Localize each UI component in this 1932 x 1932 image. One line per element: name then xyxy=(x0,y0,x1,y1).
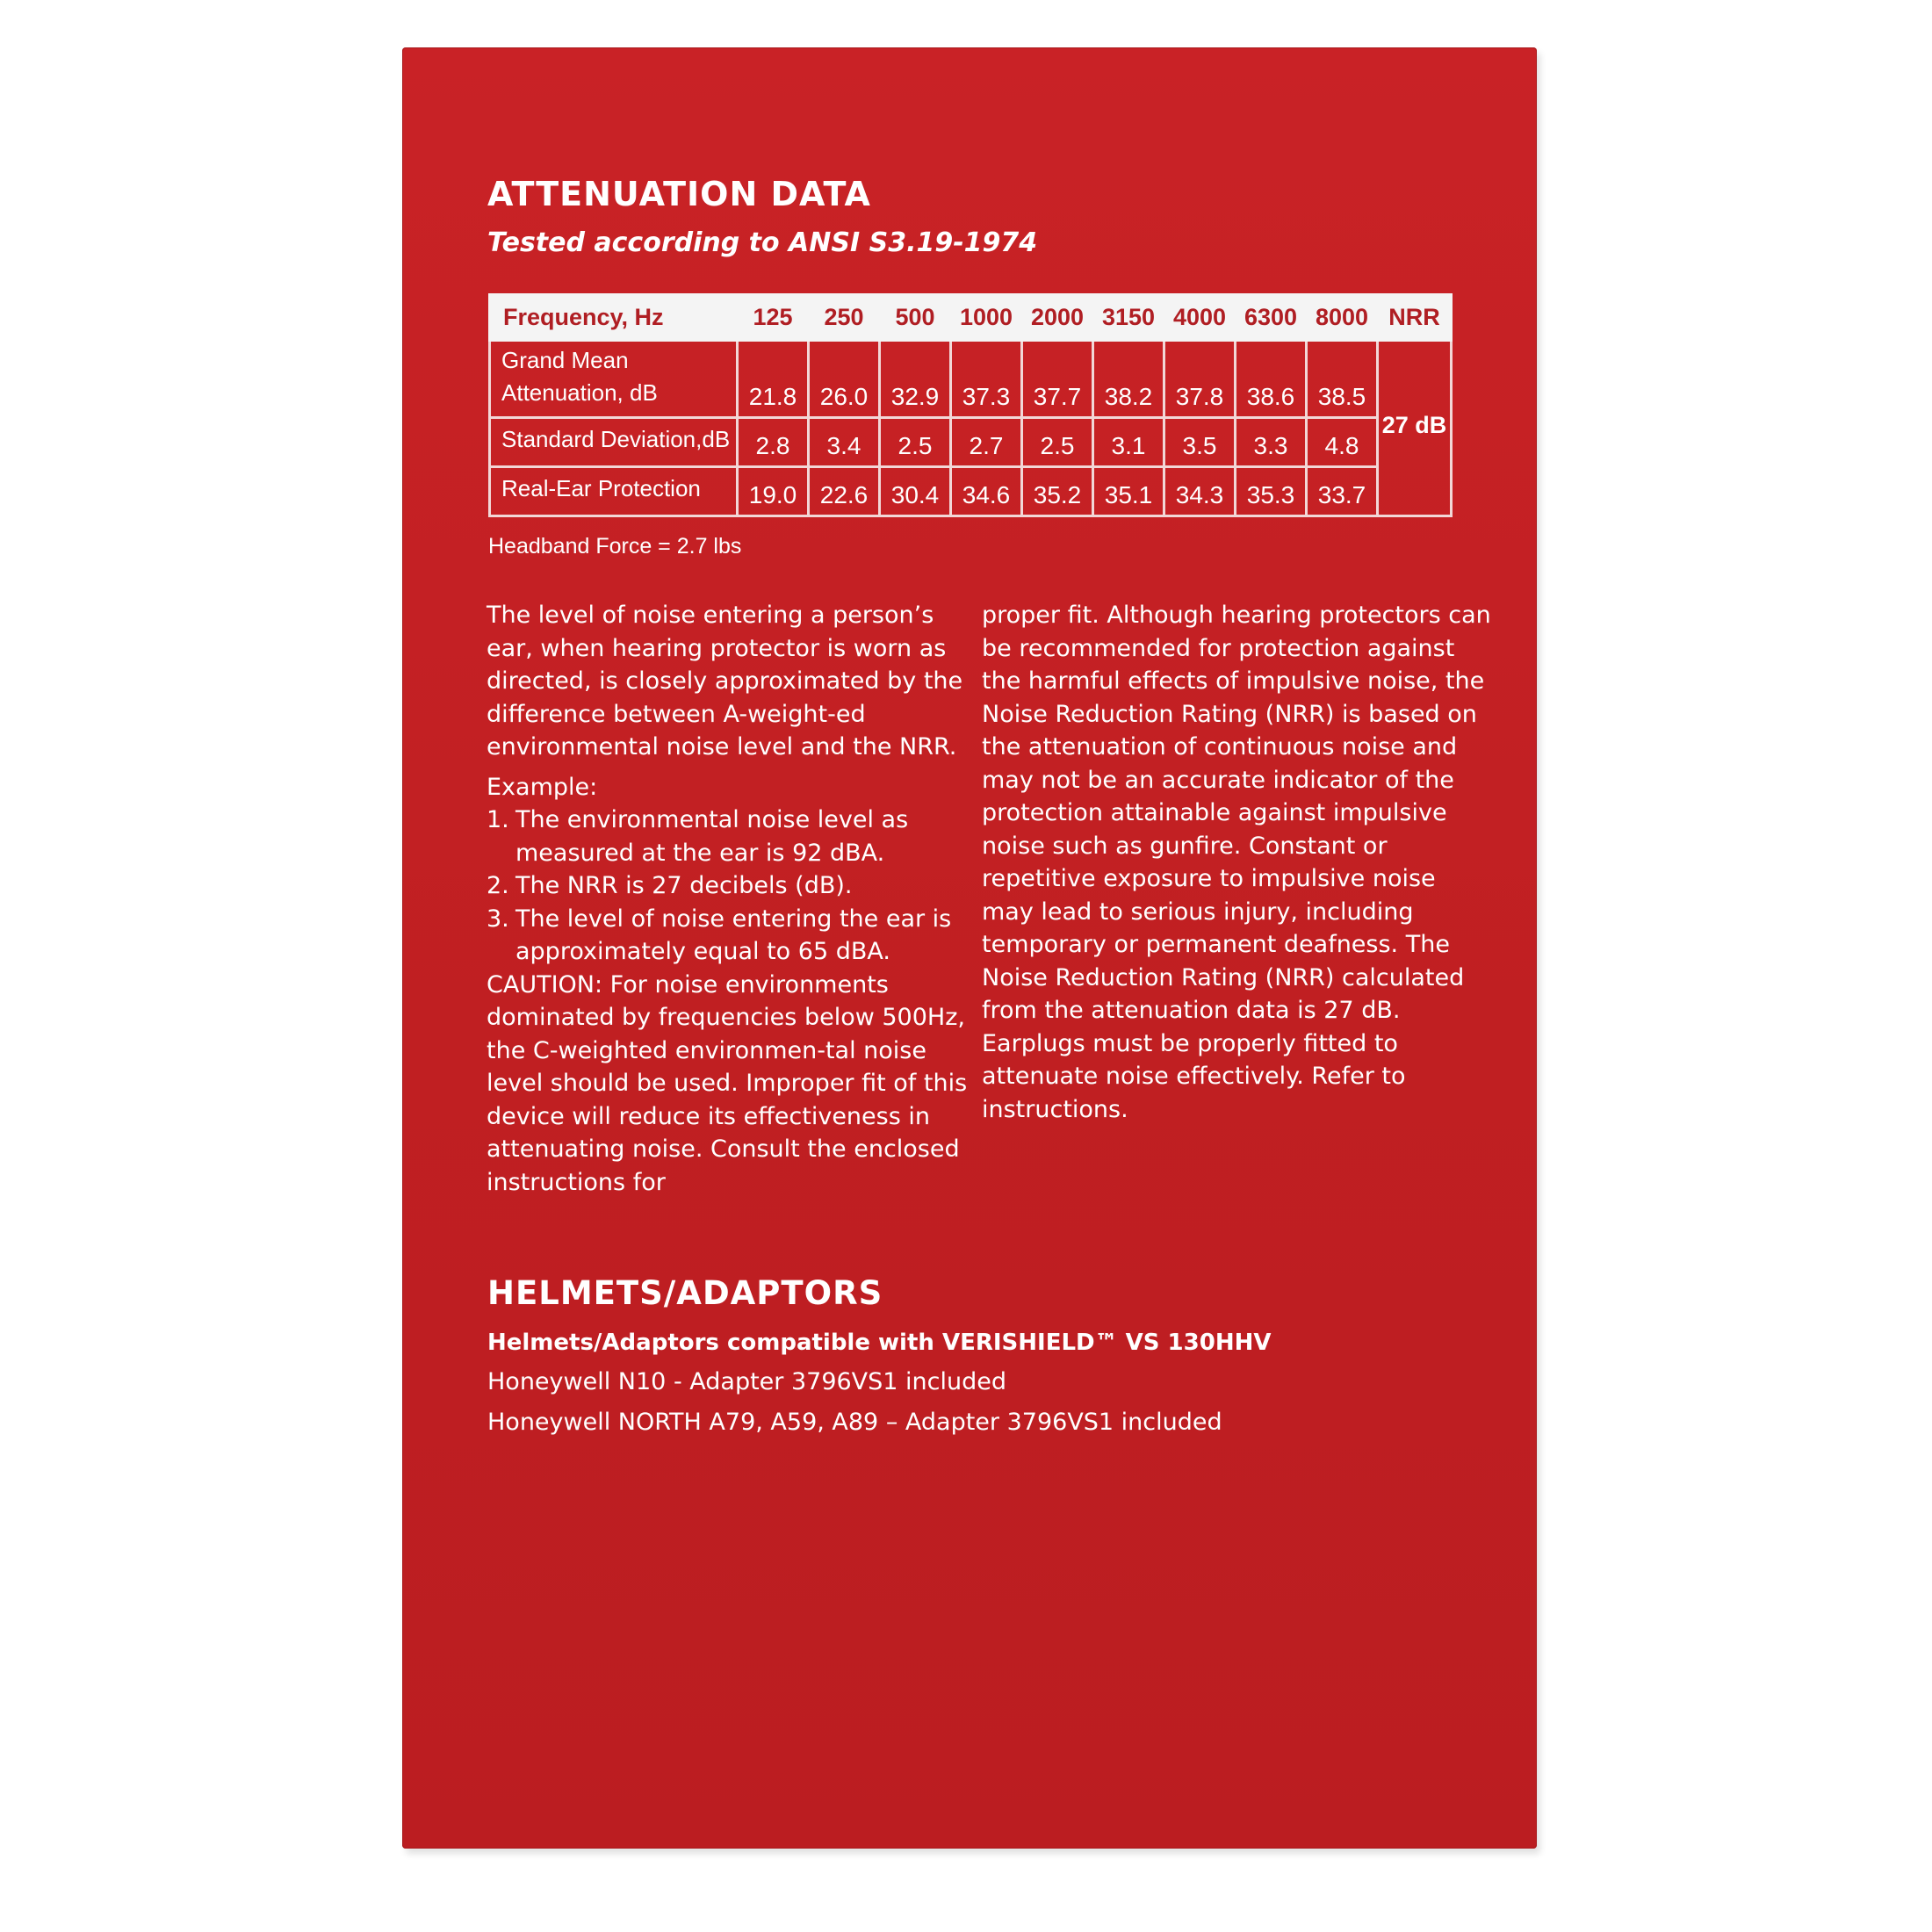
caution-paragraph: CAUTION: For noise environments dominated by frequencies below 500Hz, the C-weighted environmen-tal noise level should be used. Improper fit of this device will reduce its effectiveness in attenuating noise. Consult the enclosed instructions for xyxy=(487,970,968,1196)
list-item xyxy=(487,869,978,903)
table-cell: 19.0 xyxy=(738,467,809,516)
row-label: Standard Deviation,dB xyxy=(490,418,738,467)
list-item xyxy=(487,903,978,969)
helmet-compat-line: Honeywell N10 - Adapter 3796VS1 included xyxy=(487,1368,1007,1395)
table-cell: 37.8 xyxy=(1164,341,1236,418)
table-header-cell: 8000 xyxy=(1307,295,1378,341)
table-cell: 26.0 xyxy=(809,341,880,418)
table-cell: 35.3 xyxy=(1236,467,1307,516)
attenuation-title: ATTENUATION DATA xyxy=(487,175,871,213)
table-header-cell: NRR xyxy=(1378,295,1452,341)
table-row xyxy=(490,341,1452,418)
table-header-cell: 2000 xyxy=(1022,295,1093,341)
attenuation-subtitle: Tested according to ANSI S3.19-1974 xyxy=(487,227,1038,258)
continuation-paragraph: proper fit. Although hearing protectors can be recommended for protection against the harmful effects of impulsive noise, the Noise Reduction Rating (NRR) is based on the attenuation of continuous noise and may not be an accurate indicator of the protection attainable against impulsive noise such as gunfire. Constant or repetitive exposure to impulsive noise may lead to serious injury, including temporary or permanent deafness. The Noise Reduction Rating (NRR) calculated from the attenuation data is 27 dB. Earplugs must be properly fitted to attenuate noise effectively. Refer to instructions. xyxy=(982,602,1491,1123)
table-cell: 34.3 xyxy=(1164,467,1236,516)
list-number: 3. xyxy=(487,905,509,933)
table-cell: 38.2 xyxy=(1093,341,1164,418)
body-text-right-column xyxy=(982,599,1491,1126)
list-text: The level of noise entering the ear is approximately equal to 65 dBA. xyxy=(515,905,952,965)
table-cell: 2.5 xyxy=(880,418,951,467)
row-label: Grand Mean Attenuation, dB xyxy=(490,341,738,418)
table-cell: 37.3 xyxy=(951,341,1022,418)
table-cell: 3.4 xyxy=(809,418,880,467)
table-header-row xyxy=(490,295,1452,341)
table-cell: 3.1 xyxy=(1093,418,1164,467)
list-text: The NRR is 27 decibels (dB). xyxy=(515,872,853,899)
table-cell: 22.6 xyxy=(809,467,880,516)
package-back-panel xyxy=(402,47,1537,1849)
body-text-left-column xyxy=(487,599,978,1199)
table-cell: 3.5 xyxy=(1164,418,1236,467)
table-header-cell: 250 xyxy=(809,295,880,341)
example-label: Example: xyxy=(487,773,598,801)
table-cell: 21.8 xyxy=(738,341,809,418)
table-header-cell: 500 xyxy=(880,295,951,341)
table-cell: 38.6 xyxy=(1236,341,1307,418)
intro-paragraph: The level of noise entering a person’s ear, when hearing protector is worn as directed, is closely approximated by the difference between A-weight-ed environmental noise level and the NRR. xyxy=(487,602,963,761)
list-number: 2. xyxy=(487,872,509,899)
table-cell: 35.1 xyxy=(1093,467,1164,516)
table-row xyxy=(490,418,1452,467)
table-header-cell: 3150 xyxy=(1093,295,1164,341)
table-header-cell: 6300 xyxy=(1236,295,1307,341)
table-cell: 30.4 xyxy=(880,467,951,516)
table-header-cell: 4000 xyxy=(1164,295,1236,341)
table-cell: 34.6 xyxy=(951,467,1022,516)
table-cell: 35.2 xyxy=(1022,467,1093,516)
table-cell: 2.5 xyxy=(1022,418,1093,467)
headband-force: Headband Force = 2.7 lbs xyxy=(488,534,742,559)
table-header-cell: Frequency, Hz xyxy=(490,295,738,341)
table-cell: 4.8 xyxy=(1307,418,1378,467)
attenuation-table xyxy=(488,293,1453,517)
row-label: Real-Ear Protection xyxy=(490,467,738,516)
helmet-compat-line: Honeywell NORTH A79, A59, A89 – Adapter 3796VS1 included xyxy=(487,1409,1222,1436)
table-header-cell: 1000 xyxy=(951,295,1022,341)
table-cell: 2.7 xyxy=(951,418,1022,467)
list-item xyxy=(487,804,978,869)
table-cell: 38.5 xyxy=(1307,341,1378,418)
table-cell: 32.9 xyxy=(880,341,951,418)
table-cell: 3.3 xyxy=(1236,418,1307,467)
helmets-title: HELMETS/ADAPTORS xyxy=(487,1274,883,1312)
table-cell: 37.7 xyxy=(1022,341,1093,418)
table-header-cell: 125 xyxy=(738,295,809,341)
list-text: The environmental noise level as measured at the ear is 92 dBA. xyxy=(515,806,909,867)
helmets-subtitle: Helmets/Adaptors compatible with VERISHIELD™ VS 130HHV xyxy=(487,1330,1272,1356)
table-cell: 33.7 xyxy=(1307,467,1378,516)
table-cell: 2.8 xyxy=(738,418,809,467)
table-row xyxy=(490,467,1452,516)
nrr-value: 27 dB xyxy=(1378,341,1452,516)
list-number: 1. xyxy=(487,806,509,833)
